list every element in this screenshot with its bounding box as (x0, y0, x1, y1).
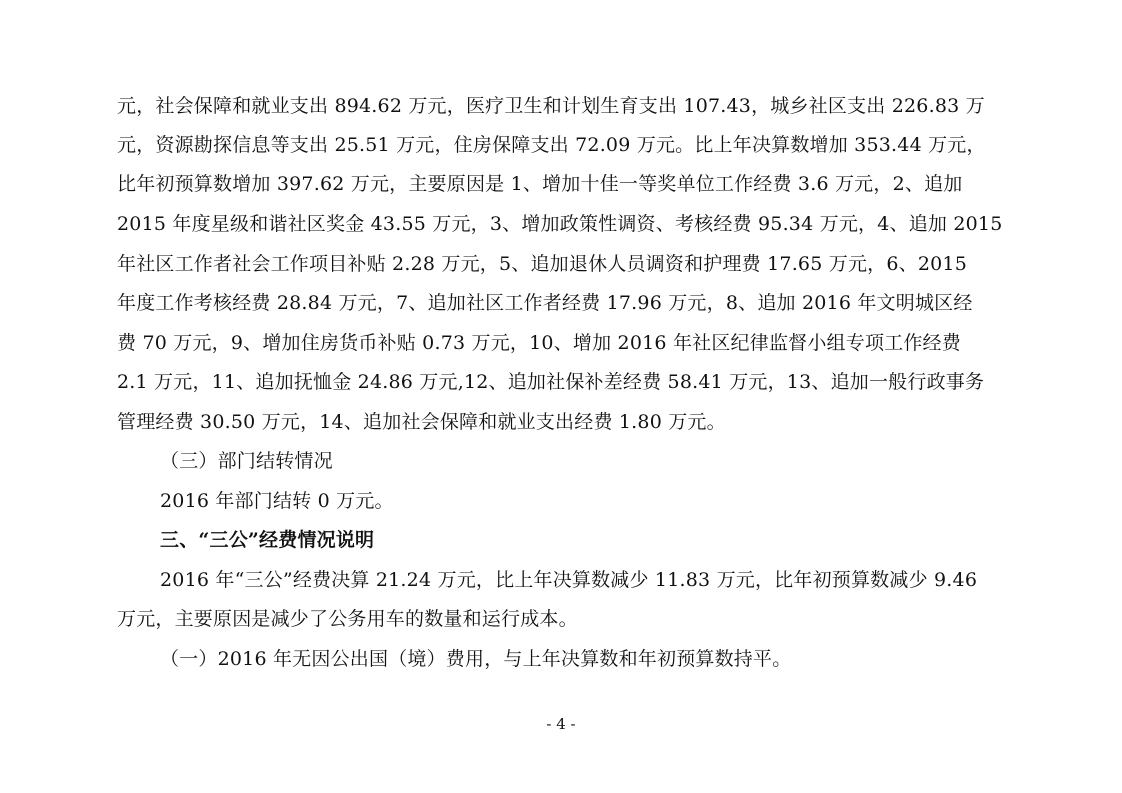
paragraph-line-5: 年社区工作者社会工作项目补贴 2.28 万元，5、追加退休人员调资和护理费 17.65 万元，6、2015 (117, 253, 967, 275)
paragraph-line-4: 2015 年度星级和谐社区奖金 43.55 万元，3、增加政策性调资、考核经费 95.34 万元，4、追加 2015 (117, 213, 1003, 235)
paragraph-line-7: 费 70 万元，9、增加住房货币补贴 0.73 万元，10、增加 2016 年社区纪律监督小组专项工作经费 (117, 332, 961, 354)
paragraph-line-8: 2.1 万元，11、追加抚恤金 24.86 万元,12、追加社保补差经费 58.41 万元，13、追加一般行政事务 (117, 371, 985, 393)
heading-sangong: 三、“三公”经费情况说明 (160, 529, 375, 551)
paragraph-line-2: 元，资源勘探信息等支出 25.51 万元，住房保障支出 72.09 万元。比上年决算数增加 353.44 万元， (117, 134, 986, 156)
sangong-paragraph-line-1: 2016 年“三公”经费决算 21.24 万元，比上年决算数减少 11.83 万元，比年初预算数减少 9.46 (160, 569, 978, 591)
paragraph-line-1: 元，社会保障和就业支出 894.62 万元，医疗卫生和计划生育支出 107.43，城乡社区支出 226.83 万 (117, 95, 985, 117)
paragraph-line-3: 比年初预算数增加 397.62 万元，主要原因是 1、增加十佳一等奖单位工作经费 3.6 万元，2、追加 (117, 173, 963, 195)
sangong-paragraph-line-2: 万元，主要原因是减少了公务用车的数量和运行成本。 (117, 608, 578, 630)
paragraph-line-6: 年度工作考核经费 28.84 万元，7、追加社区工作者经费 17.96 万元，8、追加 2016 年文明城区经 (117, 292, 973, 314)
section-3-text: 2016 年部门结转 0 万元。 (160, 490, 394, 512)
page-number: - 4 - (546, 715, 576, 733)
subsection-1-text: （一）2016 年无因公出国（境）费用，与上年决算数和年初预算数持平。 (160, 648, 792, 670)
section-3-title: （三）部门结转情况 (160, 450, 333, 472)
paragraph-line-9: 管理经费 30.50 万元，14、追加社会保障和就业支出经费 1.80 万元。 (117, 411, 726, 433)
